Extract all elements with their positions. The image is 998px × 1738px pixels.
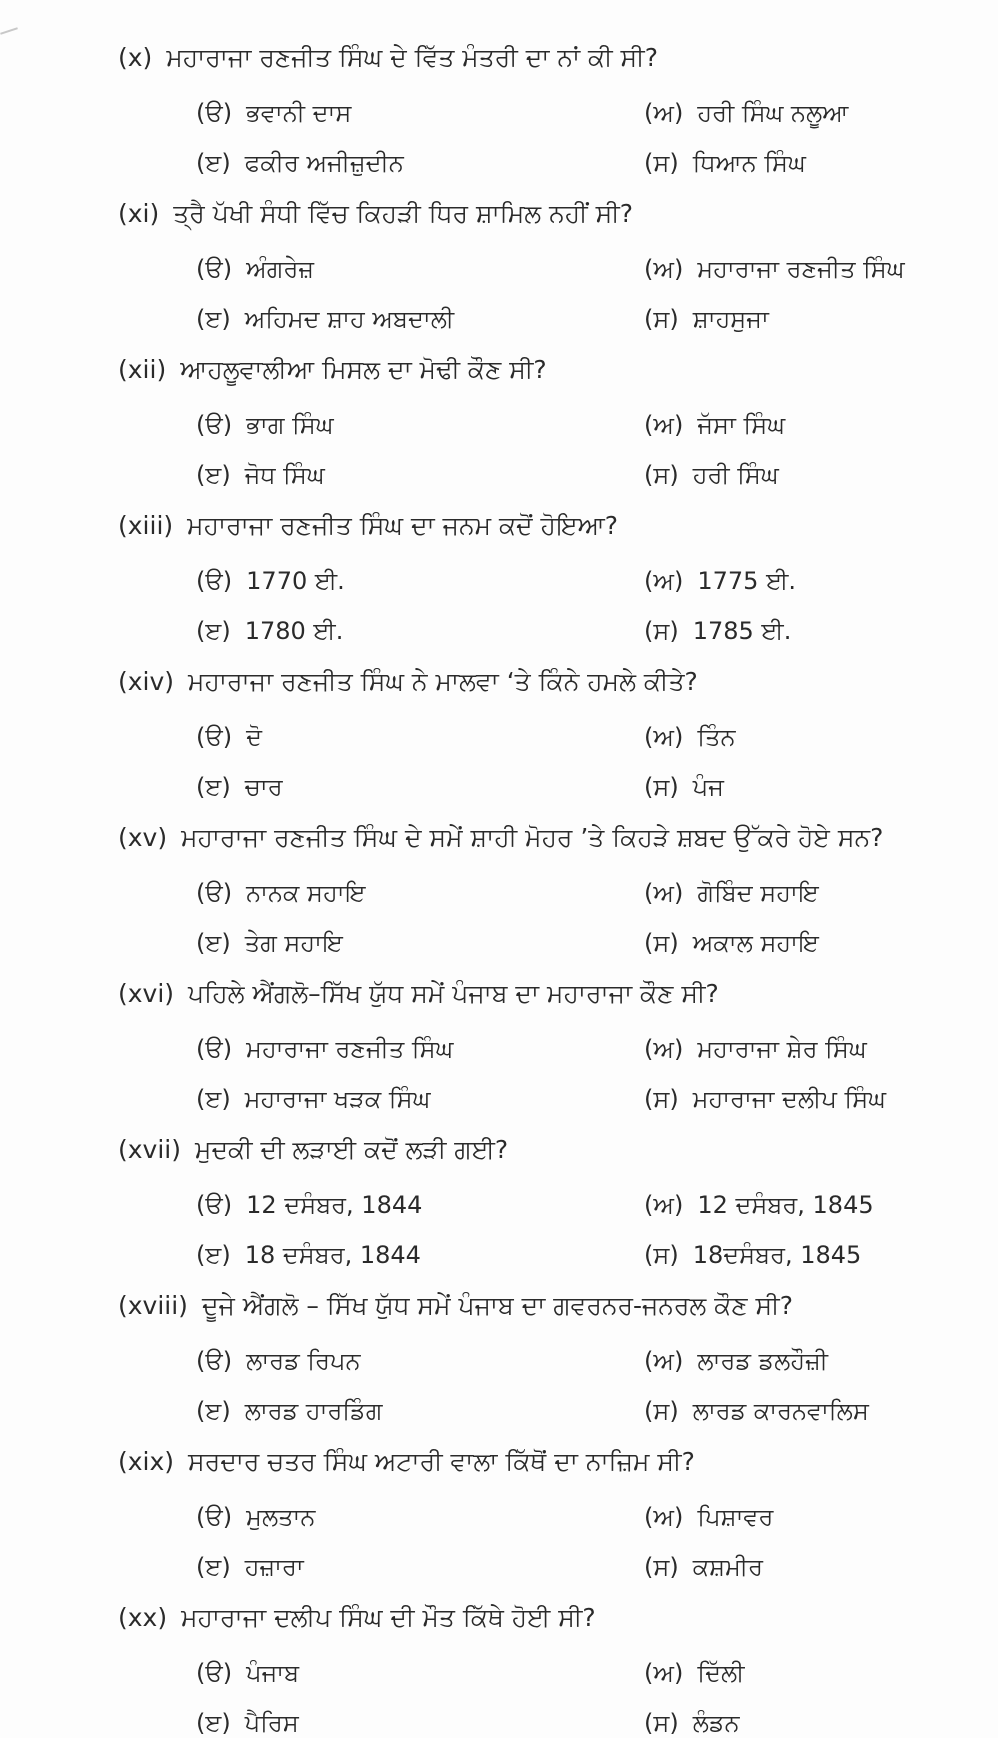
answer-option [196, 1336, 360, 1386]
option-text: ਤਿੰਨ [697, 723, 736, 751]
option-key: (ੲ) [196, 1241, 231, 1269]
option-text: ਲਾਰਡ ਰਿਪਨ [246, 1347, 361, 1375]
option-text: 18 ਦਸੰਬਰ, 1844 [244, 1241, 421, 1269]
answer-option [644, 1542, 763, 1592]
question-item [118, 342, 990, 498]
option-key: (ਸ) [644, 1397, 679, 1425]
option-text: ਲਾਰਡ ਡਲਹੌਜ਼ੀ [697, 1347, 829, 1375]
answer-option [644, 1230, 861, 1280]
option-key: (ਅ) [644, 255, 684, 283]
answer-option [644, 712, 735, 762]
question-item [118, 1590, 990, 1738]
question-line [118, 186, 633, 242]
option-key: (ੲ) [196, 773, 231, 801]
option-key: (ੲ) [196, 1085, 231, 1113]
question-text: ਮਹਾਰਾਜਾ ਰਣਜੀਤ ਸਿੰਘ ਨੇ ਮਾਲਵਾ ‘ਤੇ ਕਿੰਨੇ ਹਮਲੇ ਕੀਤੇ? [188, 667, 698, 696]
option-key: (ੲ) [196, 461, 231, 489]
option-text: ਸ਼ਾਹਸੁਜਾ [692, 305, 769, 333]
question-text: ਤ੍ਰੈ ਪੱਖੀ ਸੰਧੀ ਵਿੱਚ ਕਿਹੜੀ ਧਿਰ ਸ਼ਾਮਿਲ ਨਹੀਂ ਸੀ? [173, 199, 634, 228]
option-text: 1785 ਈ. [692, 617, 792, 645]
question-line [118, 1434, 695, 1490]
option-text: ਮਹਾਰਾਜਾ ਰਣਜੀਤ ਸਿੰਘ [697, 255, 905, 283]
option-key: (ੳ) [196, 411, 233, 439]
option-key: (ੲ) [196, 1553, 231, 1581]
question-number: (xi) [118, 199, 160, 228]
option-text: ਹਰੀ ਸਿੰਘ [692, 461, 779, 489]
answer-option [644, 1180, 874, 1230]
option-key: (ਅ) [644, 99, 684, 127]
question-number: (xvii) [118, 1135, 181, 1164]
option-text: ਲਾਰਡ ਹਾਰਡਿੰਗ [244, 1397, 383, 1425]
question-line [118, 498, 618, 554]
option-key: (ਅ) [644, 1347, 684, 1375]
option-text: ਪੰਜ [692, 773, 724, 801]
answer-option [196, 556, 345, 606]
option-text: ਗੋਬਿੰਦ ਸਹਾਇ [697, 879, 819, 907]
question-number: (xix) [118, 1447, 175, 1476]
option-key: (ੳ) [196, 99, 233, 127]
option-key: (ਅ) [644, 567, 684, 595]
answer-option [196, 450, 325, 500]
question-line [118, 966, 719, 1022]
option-text: 12 ਦਸੰਬਰ, 1844 [246, 1191, 423, 1219]
option-key: (ਅ) [644, 1659, 684, 1687]
option-text: ਨਾਨਕ ਸਹਾਇ [246, 879, 366, 907]
answer-option [196, 294, 454, 344]
option-text: ਦੋ [246, 723, 263, 751]
option-key: (ੲ) [196, 305, 231, 333]
question-number: (xvi) [118, 979, 175, 1008]
question-text: ਮਹਾਰਾਜਾ ਰਣਜੀਤ ਸਿੰਘ ਦਾ ਜਨਮ ਕਦੋਂ ਹੋਇਆ? [187, 511, 619, 540]
question-line [118, 1278, 793, 1334]
option-text: ਚਾਰ [244, 773, 283, 801]
answer-option [644, 1648, 744, 1698]
answer-option [196, 88, 351, 138]
option-text: ਪਿਸ਼ਾਵਰ [697, 1503, 774, 1531]
option-text: ਹਜ਼ਾਰਾ [244, 1553, 304, 1581]
option-key: (ਅ) [644, 1503, 684, 1531]
answer-option [196, 1698, 299, 1738]
option-key: (ੳ) [196, 1659, 233, 1687]
answer-option [196, 1492, 315, 1542]
option-key: (ਸ) [644, 929, 679, 957]
option-text: ਭਵਾਨੀ ਦਾਸ [246, 99, 352, 127]
question-line [118, 810, 883, 866]
answer-option [644, 244, 905, 294]
option-key: (ਸ) [644, 617, 679, 645]
answer-option [644, 556, 796, 606]
answer-option [196, 1648, 299, 1698]
answer-option [196, 1386, 382, 1436]
question-number: (xiii) [118, 511, 174, 540]
option-text: ਮਹਾਰਾਜਾ ਦਲੀਪ ਸਿੰਘ [692, 1085, 887, 1113]
option-key: (ੲ) [196, 929, 231, 957]
answer-option [196, 762, 283, 812]
question-text: ਆਹਲੂਵਾਲੀਆ ਮਿਸਲ ਦਾ ਮੋਢੀ ਕੌਣ ਸੀ? [180, 355, 547, 384]
answer-option [644, 450, 779, 500]
question-number: (xiv) [118, 667, 175, 696]
answer-option [644, 1074, 886, 1124]
answer-option [196, 138, 404, 188]
answer-option [644, 1492, 773, 1542]
question-text: ਮੁਦਕੀ ਦੀ ਲੜਾਈ ਕਦੋਂ ਲੜੀ ਗਈ? [195, 1135, 509, 1164]
option-key: (ਸ) [644, 305, 679, 333]
option-text: ਅਹਿਮਦ ਸ਼ਾਹ ਅਬਦਾਲੀ [244, 305, 455, 333]
answer-option [196, 244, 314, 294]
option-text: ਧਿਆਨ ਸਿੰਘ [692, 149, 806, 177]
option-text: ਲਾਰਡ ਕਾਰਨਵਾਲਿਸ [692, 1397, 869, 1425]
question-number: (xv) [118, 823, 168, 852]
option-key: (ੳ) [196, 723, 233, 751]
answer-option [644, 1698, 740, 1738]
question-item [118, 186, 990, 342]
question-item [118, 810, 990, 966]
answer-option [644, 1336, 828, 1386]
answer-option [644, 868, 819, 918]
question-number: (xii) [118, 355, 167, 384]
question-line [118, 654, 698, 710]
answer-option [196, 606, 343, 656]
question-number: (x) [118, 43, 153, 72]
scan-edge-mark [0, 27, 18, 34]
option-key: (ਸ) [644, 773, 679, 801]
question-item [118, 498, 990, 654]
option-text: ਮਹਾਰਾਜਾ ਖੜਕ ਸਿੰਘ [244, 1085, 431, 1113]
option-key: (ਸ) [644, 1709, 679, 1737]
option-key: (ਅ) [644, 1191, 684, 1219]
option-key: (ੳ) [196, 567, 233, 595]
option-key: (ਅ) [644, 879, 684, 907]
question-line [118, 1122, 508, 1178]
option-key: (ੲ) [196, 149, 231, 177]
option-key: (ੲ) [196, 617, 231, 645]
question-item [118, 1278, 990, 1434]
option-key: (ੳ) [196, 879, 233, 907]
answer-option [644, 1024, 867, 1074]
question-item [118, 966, 990, 1122]
question-item [118, 1122, 990, 1278]
option-key: (ੳ) [196, 255, 233, 283]
option-text: ਤੇਗ ਸਹਾਇ [244, 929, 343, 957]
option-key: (ਸ) [644, 149, 679, 177]
option-text: ਮਹਾਰਾਜਾ ਰਣਜੀਤ ਸਿੰਘ [246, 1035, 454, 1063]
option-text: ਮੁਲਤਾਨ [246, 1503, 316, 1531]
answer-option [644, 1386, 869, 1436]
option-text: ਜੋਧ ਸਿੰਘ [244, 461, 325, 489]
question-line [118, 1590, 596, 1646]
answer-option [644, 400, 785, 450]
question-item [118, 30, 990, 186]
question-item [118, 1434, 990, 1590]
option-key: (ਸ) [644, 1241, 679, 1269]
option-key: (ਅ) [644, 411, 684, 439]
option-text: ਮਹਾਰਾਜਾ ਸ਼ੇਰ ਸਿੰਘ [697, 1035, 867, 1063]
question-item [118, 654, 990, 810]
option-text: ਕਸ਼ਮੀਰ [692, 1553, 763, 1581]
option-key: (ੲ) [196, 1397, 231, 1425]
answer-option [196, 1024, 453, 1074]
answer-option [196, 1180, 422, 1230]
option-key: (ਸ) [644, 1553, 679, 1581]
answer-option [196, 1542, 304, 1592]
option-key: (ੳ) [196, 1503, 233, 1531]
answer-option [644, 138, 806, 188]
question-text: ਸਰਦਾਰ ਚਤਰ ਸਿੰਘ ਅਟਾਰੀ ਵਾਲਾ ਕਿੱਥੋਂ ਦਾ ਨਾਜ਼ਿਮ ਸੀ? [188, 1447, 695, 1476]
option-text: 12 ਦਸੰਬਰ, 1845 [697, 1191, 874, 1219]
option-key: (ੲ) [196, 1709, 231, 1737]
question-text: ਮਹਾਰਾਜਾ ਰਣਜੀਤ ਸਿੰਘ ਦੇ ਵਿੱਤ ਮੰਤਰੀ ਦਾ ਨਾਂ ਕੀ ਸੀ? [166, 43, 658, 72]
answer-option [644, 88, 848, 138]
question-number: (xviii) [118, 1291, 188, 1320]
option-key: (ੳ) [196, 1347, 233, 1375]
option-text: ਹਰੀ ਸਿੰਘ ਨਲੂਆ [697, 99, 849, 127]
option-text: ਪੈਰਿਸ [244, 1709, 299, 1737]
option-text: ਦਿੱਲੀ [697, 1659, 745, 1687]
answer-option [196, 712, 262, 762]
question-text: ਮਹਾਰਾਜਾ ਰਣਜੀਤ ਸਿੰਘ ਦੇ ਸਮੇਂ ਸ਼ਾਹੀ ਮੋਹਰ ’ਤੇ ਕਿਹੜੇ ਸ਼ਬਦ ਉੱਕਰੇ ਹੋਏ ਸਨ? [181, 823, 884, 852]
option-text: 1775 ਈ. [697, 567, 796, 595]
question-list [118, 30, 990, 1738]
option-text: 1770 ਈ. [246, 567, 345, 595]
option-text: 1780 ਈ. [244, 617, 344, 645]
question-text: ਦੂਜੇ ਐਂਗਲੋ – ਸਿੱਖ ਯੁੱਧ ਸਮੇਂ ਪੰਜਾਬ ਦਾ ਗਵਰਨਰ-ਜਨਰਲ ਕੌਣ ਸੀ? [201, 1291, 793, 1320]
option-key: (ਅ) [644, 723, 684, 751]
answer-option [196, 400, 334, 450]
option-key: (ਸ) [644, 1085, 679, 1113]
option-key: (ਅ) [644, 1035, 684, 1063]
option-text: 18ਦਸੰਬਰ, 1845 [692, 1241, 862, 1269]
option-key: (ਸ) [644, 461, 679, 489]
option-text: ਅਕਾਲ ਸਹਾਇ [692, 929, 819, 957]
question-line [118, 342, 547, 398]
answer-option [644, 762, 724, 812]
option-text: ਭਾਗ ਸਿੰਘ [246, 411, 334, 439]
option-text: ਪੰਜਾਬ [246, 1659, 300, 1687]
question-number: (xx) [118, 1603, 168, 1632]
answer-option [196, 918, 343, 968]
answer-option [644, 294, 769, 344]
option-text: ਫਕੀਰ ਅਜੀਜ਼ੁਦੀਨ [244, 149, 404, 177]
question-text: ਮਹਾਰਾਜਾ ਦਲੀਪ ਸਿੰਘ ਦੀ ਮੌਤ ਕਿੱਥੇ ਹੋਈ ਸੀ? [181, 1603, 596, 1632]
question-text: ਪਹਿਲੇ ਐਂਗਲੋ–ਸਿੱਖ ਯੁੱਧ ਸਮੇਂ ਪੰਜਾਬ ਦਾ ਮਹਾਰਾਜਾ ਕੌਣ ਸੀ? [188, 979, 719, 1008]
answer-option [644, 606, 791, 656]
option-text: ਅੰਗਰੇਜ਼ [246, 255, 315, 283]
answer-option [196, 1074, 430, 1124]
option-text: ਜੱਸਾ ਸਿੰਘ [697, 411, 786, 439]
question-line [118, 30, 658, 86]
answer-option [196, 1230, 421, 1280]
option-text: ਲੰਡਨ [692, 1709, 740, 1737]
option-key: (ੳ) [196, 1035, 233, 1063]
answer-option [196, 868, 365, 918]
option-key: (ੳ) [196, 1191, 233, 1219]
answer-option [644, 918, 819, 968]
